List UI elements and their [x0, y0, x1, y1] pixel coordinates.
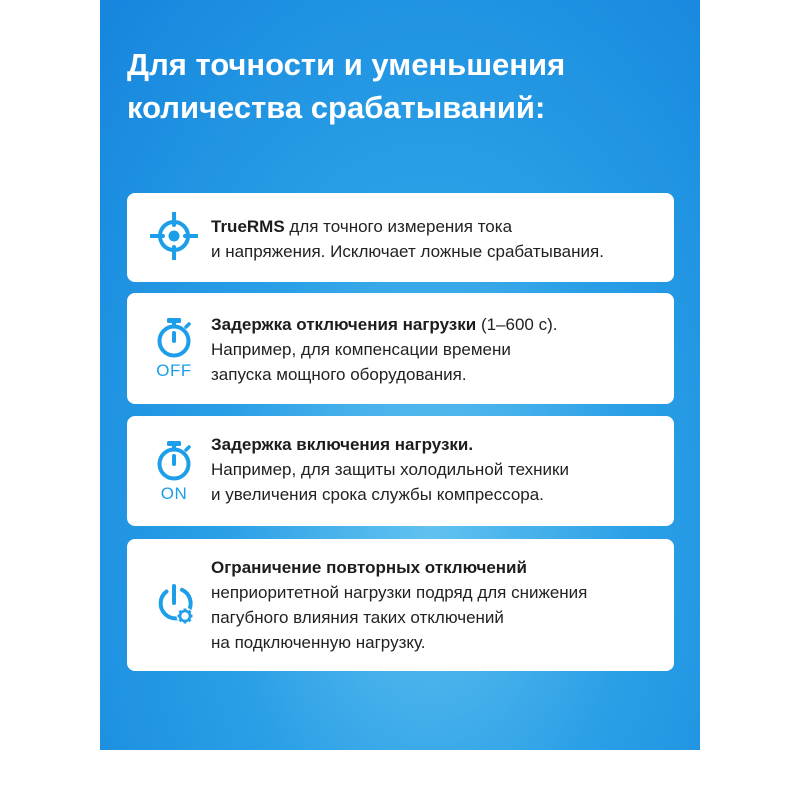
crosshair-target-icon [149, 212, 199, 260]
feature-line: пагубного влияния таких отключений [211, 608, 504, 627]
off-caption: OFF [156, 361, 192, 380]
feature-card-repeat-limit [127, 539, 674, 671]
feature-title-line [211, 555, 662, 580]
feature-title: Задержка включения нагрузки. [211, 435, 474, 454]
feature-line: и напряжения. Исключает ложные срабатывания. [211, 242, 604, 261]
feature-title-line [211, 214, 662, 239]
feature-title-line [211, 312, 662, 337]
feature-line: и увеличения срока службы компрессора. [211, 485, 544, 504]
feature-title: Ограничение повторных отключений [211, 558, 527, 577]
feature-text-delay-on [211, 432, 662, 507]
feature-line: Например, для защиты холодильной техники [211, 460, 569, 479]
headline-line-1: Для точности и уменьшения [127, 47, 566, 82]
on-caption: ON [160, 484, 188, 503]
feature-title-suffix: для точного измерения тока [284, 217, 513, 236]
feature-line: на подключенную нагрузку. [211, 633, 426, 652]
feature-title: TrueRMS [211, 217, 285, 236]
feature-line: запуска мощного оборудования. [211, 365, 467, 384]
feature-card-delay-on [127, 416, 674, 526]
headline-line-2: количества срабатываний: [127, 90, 546, 125]
stopwatch-off-icon-group [149, 317, 199, 381]
stopwatch-on-icon-group [149, 440, 199, 504]
headline [127, 43, 687, 129]
stopwatch-icon [152, 440, 196, 482]
feature-card-delay-off [127, 293, 674, 404]
feature-title-suffix: (1–600 с). [476, 315, 558, 334]
feature-line: Например, для компенсации времени [211, 340, 511, 359]
stopwatch-icon [152, 317, 196, 359]
feature-text-truerms [211, 214, 662, 264]
feature-text-repeat-limit [211, 555, 662, 655]
feature-card-truerms [127, 193, 674, 282]
feature-title-line [211, 432, 662, 457]
power-gear-icon [149, 583, 199, 627]
feature-title: Задержка отключения нагрузки [211, 315, 477, 334]
feature-text-delay-off [211, 312, 662, 387]
feature-line: неприоритетной нагрузки подряд для снижения [211, 583, 588, 602]
